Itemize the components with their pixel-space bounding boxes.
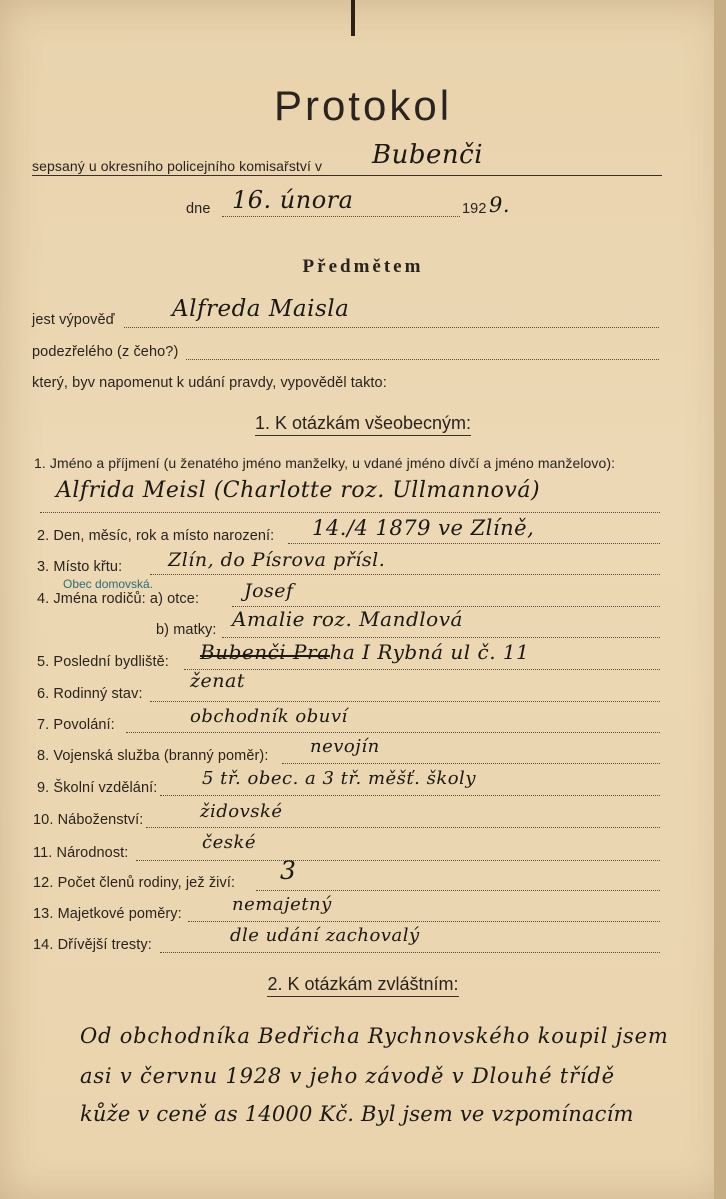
item-13-dots	[188, 921, 660, 922]
item-2-dots	[288, 543, 660, 544]
item-8-dots	[282, 763, 660, 764]
item-5-dots	[184, 669, 660, 670]
item-6-label: 6. Rodinný stav:	[37, 686, 143, 702]
sepsany-rule	[32, 175, 662, 176]
paper-edge	[714, 0, 726, 1199]
item-14-value: dle udání zachovalý	[230, 925, 420, 946]
statement-line-3: kůže v ceně as 14000 Kč. Byl jsem ve vzpomínacím	[80, 1102, 634, 1126]
statement-line-2: asi v červnu 1928 v jeho závodě v Dlouhé třídě	[80, 1064, 615, 1088]
podezreleho-dots	[186, 359, 659, 360]
item-11-dots	[136, 860, 660, 861]
item-1-value: Alfrida Meisl (Charlotte roz. Ullmannová)	[56, 478, 541, 503]
dne-dots	[222, 216, 460, 217]
year-printed: 192	[462, 201, 487, 217]
vypoved-dots	[124, 327, 659, 328]
item-4b-label: b) matky:	[156, 622, 217, 638]
item-7-dots	[126, 732, 660, 733]
item-7-label: 7. Povolání:	[37, 717, 115, 733]
date-handwritten: 16. února	[232, 186, 354, 214]
item-9-value: 5 tř. obec. a 3 tř. měšť. školy	[202, 768, 476, 789]
item-5-label: 5. Poslední bydliště:	[37, 654, 169, 670]
item-4-value: Josef	[244, 580, 294, 602]
item-12-dots	[256, 890, 660, 891]
item-10-label: 10. Náboženství:	[33, 812, 144, 828]
item-10-value: židovské	[200, 801, 283, 822]
item-5-value: Bubenči Praha I Rybná ul č. 11	[200, 640, 530, 664]
page-title: Protokol	[273, 82, 453, 129]
item-6-value: ženat	[190, 670, 245, 692]
item-8-label: 8. Vojenská služba (branný poměr):	[37, 748, 269, 764]
item-13-label: 13. Majetkové poměry:	[33, 906, 182, 922]
item-13-value: nemajetný	[232, 894, 332, 915]
item-10-dots	[146, 827, 660, 828]
item-12-value: 3	[280, 856, 297, 885]
section2-heading-text: 2. K otázkám zvláštním:	[267, 974, 458, 997]
item-9-label: 9. Školní vzdělání:	[37, 780, 158, 796]
item-1-dots	[40, 512, 660, 513]
item-8-value: nevojín	[310, 736, 380, 757]
item-2-value: 14./4 1879 ve Zlíně,	[312, 516, 535, 540]
section1-heading	[0, 413, 726, 434]
dne-label: dne	[186, 201, 211, 217]
item-9-dots	[160, 795, 660, 796]
item-5-strike	[200, 655, 330, 657]
item-3-label: 3. Místo křtu:	[37, 559, 123, 575]
binding-mark	[351, 0, 355, 36]
section1-heading-text: 1. K otázkám všeobecným:	[255, 413, 471, 436]
subject-heading: Předmětem	[302, 256, 424, 277]
item-11-label: 11. Národnost:	[33, 845, 129, 861]
item-4-label: 4. Jména rodičů: a) otce:	[37, 591, 200, 607]
ktery-line: který, byv napomenut k udání pravdy, vypověděl takto:	[32, 375, 387, 391]
vypoved-label: jest výpověď	[32, 312, 115, 328]
item-4b-dots	[222, 637, 660, 638]
item-7-value: obchodník obuví	[190, 706, 348, 727]
item-3-value: Zlín, do Písrova přísl.	[168, 549, 386, 571]
place-handwritten: Bubenči	[372, 140, 484, 170]
item-2-label: 2. Den, měsíc, rok a místo narození:	[37, 528, 275, 544]
item-12-label: 12. Počet členů rodiny, jež živí:	[33, 875, 236, 891]
year-handwritten: 9.	[489, 193, 511, 217]
item-3-dots	[150, 574, 660, 575]
item-6-dots	[150, 701, 660, 702]
podezreleho-label: podezřelého (z čeho?)	[32, 344, 179, 360]
sepsany-label: sepsaný u okresního policejního komisařství v	[32, 158, 323, 174]
domovska-stamp: Obec domovská.	[63, 577, 154, 591]
item-1-label: 1. Jméno a příjmení (u ženatého jméno manželky, u vdané jméno dívčí a jméno manželovo):	[34, 455, 616, 471]
item-14-label: 14. Dřívější tresty:	[33, 937, 152, 953]
item-4b-value: Amalie roz. Mandlová	[232, 607, 463, 631]
statement-line-1: Od obchodníka Bedřicha Rychnovského koupil jsem	[80, 1024, 669, 1048]
item-14-dots	[160, 952, 660, 953]
section2-heading	[0, 974, 726, 995]
item-11-value: české	[202, 832, 257, 853]
vypoved-handwritten: Alfreda Maisla	[172, 296, 350, 322]
